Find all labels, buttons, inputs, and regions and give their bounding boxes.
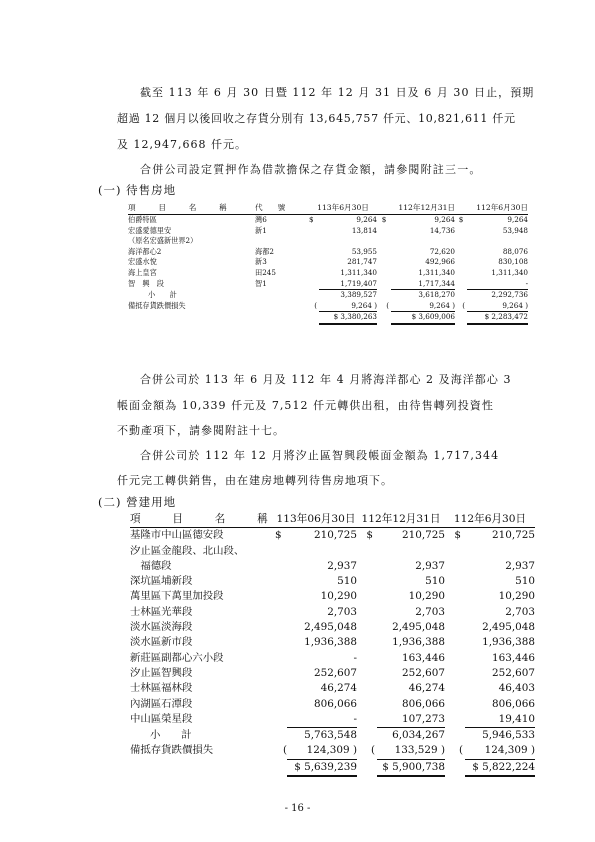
cell-value: 107,273 xyxy=(377,712,445,728)
table-row xyxy=(130,605,535,620)
table-row xyxy=(128,279,528,290)
section1-header-col1: 113年6月30日 xyxy=(309,203,377,215)
cell-value: 1,311,340 xyxy=(340,267,377,277)
cell-value: 88,076 xyxy=(502,246,528,256)
left-paren: ( xyxy=(282,744,287,757)
row-name: 海上皇宮 xyxy=(128,267,157,277)
subtotal-label: 小 計 xyxy=(148,289,177,299)
row-code: 田245 xyxy=(255,267,276,277)
table-row xyxy=(130,528,535,544)
mid-line-5: 仟元完工轉供銷售，由在建房地轉列待售房地項下。 xyxy=(117,474,393,487)
section2-header-col1: 113年06月30日 xyxy=(275,512,357,528)
allowance-value: 124,309 ) xyxy=(287,743,357,759)
allowance-row xyxy=(128,301,528,312)
dollar-sign: $ xyxy=(366,529,373,542)
mid-line-2: 帳面金額為 10,339 仟元及 7,512 仟元轉供出租，由待售轉列投資性 xyxy=(117,399,494,412)
subtotal-value: 2,292,736 xyxy=(491,290,528,300)
cell-value: 2,495,048 xyxy=(304,621,357,634)
section2-header-col2: 112年12月31日 xyxy=(357,512,445,528)
cell-value: 252,607 xyxy=(402,666,445,679)
cell-value: 13,814 xyxy=(351,225,377,235)
allowance-value: 9,264 ) xyxy=(319,301,377,312)
dollar-sign: $ xyxy=(454,529,461,542)
row-name: 汐止區金龍段、北山段、 xyxy=(130,544,245,557)
table-row xyxy=(128,257,528,268)
row-name: 萬里區下萬里加投段 xyxy=(130,590,224,603)
allowance-label: 備抵存貨跌價損失 xyxy=(130,744,214,757)
cell-value: 2,937 xyxy=(505,559,535,572)
cell-value: 2,937 xyxy=(327,559,357,572)
cell-value: 14,736 xyxy=(429,225,455,235)
cell-value: 806,066 xyxy=(492,697,535,710)
cell-value: 2,495,048 xyxy=(392,621,445,634)
allowance-value: 9,264 ) xyxy=(467,301,528,312)
subtotal-row xyxy=(130,728,535,744)
cell-value: 252,607 xyxy=(492,666,535,679)
intro-line-1: 截至 113 年 6 月 30 日暨 112 年 12 月 31 日及 6 月 30 日止，預期 xyxy=(140,86,535,99)
table-row xyxy=(128,236,528,247)
left-paren: ( xyxy=(458,744,463,757)
cell-value: 53,948 xyxy=(502,225,528,235)
cell-value: 252,607 xyxy=(314,666,357,679)
total-row xyxy=(130,759,535,776)
cell-value: 492,966 xyxy=(425,257,455,267)
cell-value: 1,719,407 xyxy=(319,279,377,290)
table-row xyxy=(128,247,528,258)
table-row xyxy=(130,635,535,650)
row-name: 內湖區石潭段 xyxy=(130,697,193,710)
cell-value: - xyxy=(467,279,528,290)
row-name: （原名宏盛新世界2） xyxy=(128,236,198,246)
section1-header-item: 項 目 名 稱 xyxy=(128,203,255,215)
section2-header-item: 項 目 名 稱 xyxy=(130,512,275,528)
row-code: 新1 xyxy=(255,225,267,235)
section1-table xyxy=(128,203,528,325)
cell-value: - xyxy=(287,712,357,728)
cell-value: 46,403 xyxy=(498,682,535,695)
left-paren: ( xyxy=(370,744,375,757)
row-name: 宏盛愛德里安 xyxy=(128,225,172,235)
left-paren: ( xyxy=(386,300,389,310)
row-name: 伯爵特區 xyxy=(128,215,157,224)
cell-value: 210,725 xyxy=(314,529,357,542)
table-row xyxy=(130,544,535,559)
row-name: 宏盛水悅 xyxy=(128,257,157,267)
row-name: 新莊區副都心六小段 xyxy=(130,651,224,664)
mid-line-3: 不動產項下，請參閱附註十七。 xyxy=(117,424,285,437)
total-value: $ 3,380,263 xyxy=(319,312,377,324)
row-name: 福德段 xyxy=(130,559,172,572)
subtotal-label: 小 計 xyxy=(150,728,192,741)
total-value: $ 5,822,224 xyxy=(465,759,535,776)
subtotal-value: 6,034,267 xyxy=(392,729,445,742)
row-name: 淡水區淡海段 xyxy=(130,621,193,634)
row-name: 智 興 段 xyxy=(128,278,164,288)
intro-line-2: 超過 12 個月以後回收之存貨分別有 13,645,757 仟元、10,821,611 仟元 xyxy=(117,112,516,125)
subtotal-value: 3,389,527 xyxy=(340,290,377,300)
cell-value: 163,446 xyxy=(492,651,535,664)
intro-line-3: 及 12,947,668 仟元。 xyxy=(117,138,247,151)
row-code: 新3 xyxy=(255,257,267,267)
row-name: 士林區福林段 xyxy=(130,682,193,695)
page-number: - 16 - xyxy=(284,803,311,814)
row-name: 汐止區智興段 xyxy=(130,666,193,679)
section1-header-col3: 112年6月30日 xyxy=(455,203,528,215)
cell-value: 1,311,340 xyxy=(418,267,455,277)
cell-value: 10,290 xyxy=(408,590,445,603)
table-row xyxy=(128,226,528,237)
intro-line-4: 合併公司設定質押作為借款擔保之存貨金額，請參閱附註三一。 xyxy=(140,163,482,176)
cell-value: - xyxy=(353,651,357,664)
allowance-value: 133,529 ) xyxy=(377,743,445,759)
cell-value: 281,747 xyxy=(347,257,377,267)
left-paren: ( xyxy=(462,300,465,310)
row-name: 中山區榮星段 xyxy=(130,712,193,725)
section1-header-code: 代 號 xyxy=(255,203,309,215)
cell-value: 2,495,048 xyxy=(482,621,535,634)
table-row xyxy=(128,215,528,226)
cell-value: 510 xyxy=(337,575,357,588)
cell-value: 10,290 xyxy=(498,590,535,603)
dollar-sign: $ xyxy=(309,215,314,224)
section2-header-col3: 112年6月30日 xyxy=(445,512,535,528)
total-value: $ 3,609,006 xyxy=(391,312,455,324)
section2-table xyxy=(130,512,535,777)
mid-line-1: 合併公司於 113 年 6 月及 112 年 4 月將海洋都心 2 及海洋都心 3 xyxy=(140,373,512,386)
subtotal-value: 5,946,533 xyxy=(482,729,535,742)
cell-value: 1,936,388 xyxy=(392,636,445,649)
cell-value: 10,290 xyxy=(320,590,357,603)
row-name: 海洋都心2 xyxy=(128,246,162,256)
allowance-row xyxy=(130,743,535,759)
row-code: 智1 xyxy=(255,278,267,288)
cell-value: 510 xyxy=(515,575,535,588)
dollar-sign: $ xyxy=(275,529,282,542)
cell-value: 210,725 xyxy=(492,529,535,542)
section2-header-row xyxy=(130,512,535,528)
subtotal-row xyxy=(128,290,528,301)
table-row xyxy=(130,681,535,696)
cell-value: 1,936,388 xyxy=(482,636,535,649)
cell-value: 2,703 xyxy=(505,605,535,618)
total-value: $ 5,900,738 xyxy=(377,759,445,776)
row-code: 海都2 xyxy=(255,246,274,256)
cell-value: 1,311,340 xyxy=(491,267,528,277)
table-row xyxy=(130,697,535,712)
table-row xyxy=(130,651,535,666)
cell-value: 806,066 xyxy=(402,697,445,710)
row-name: 基隆市中山區德安段 xyxy=(130,529,224,542)
row-code: 灣6 xyxy=(255,215,267,224)
total-value: $ 2,283,472 xyxy=(467,312,528,324)
section1-header-row xyxy=(128,203,528,215)
cell-value: 510 xyxy=(425,575,445,588)
cell-value: 2,703 xyxy=(415,605,445,618)
table-row xyxy=(130,559,535,574)
allowance-label: 備抵存貨跌價損失 xyxy=(128,300,186,310)
section1-title: (一) 待售房地 xyxy=(98,183,177,197)
cell-value: 72,620 xyxy=(429,246,455,256)
cell-value: 163,446 xyxy=(402,651,445,664)
cell-value: 1,717,344 xyxy=(391,279,455,290)
cell-value: 9,264 xyxy=(507,215,528,224)
subtotal-value: 5,763,548 xyxy=(304,729,357,742)
dollar-sign: $ xyxy=(381,215,387,224)
table-row xyxy=(130,620,535,635)
subtotal-value: 3,618,270 xyxy=(418,290,455,300)
total-row xyxy=(128,312,528,324)
total-value: $ 5,639,239 xyxy=(287,759,357,776)
section2-title: (二) 營建用地 xyxy=(98,495,177,509)
cell-value: 806,066 xyxy=(314,697,357,710)
table-row xyxy=(130,666,535,681)
cell-value: 53,955 xyxy=(351,246,377,256)
cell-value: 830,108 xyxy=(498,257,528,267)
cell-value: 9,264 xyxy=(434,215,455,224)
section1-header-col2: 112年12月31日 xyxy=(377,203,455,215)
table-row xyxy=(130,589,535,604)
cell-value: 9,264 xyxy=(356,215,377,224)
row-name: 淡水區新市段 xyxy=(130,636,193,649)
table-row xyxy=(128,268,528,279)
cell-value: 1,936,388 xyxy=(304,636,357,649)
row-name: 深坑區埔新段 xyxy=(130,575,193,588)
cell-value: 210,725 xyxy=(402,529,445,542)
dollar-sign: $ xyxy=(458,215,464,224)
cell-value: 2,703 xyxy=(327,605,357,618)
row-name: 士林區光華段 xyxy=(130,605,193,618)
allowance-value: 9,264 ) xyxy=(391,301,455,312)
table-row xyxy=(130,712,535,728)
cell-value: 19,410 xyxy=(465,712,535,728)
cell-value: 2,937 xyxy=(415,559,445,572)
left-paren: ( xyxy=(314,300,317,310)
mid-line-4: 合併公司於 112 年 12 月將汐止區智興段帳面金額為 1,717,344 xyxy=(140,449,500,462)
table-row xyxy=(130,574,535,589)
allowance-value: 124,309 ) xyxy=(465,743,535,759)
cell-value: 46,274 xyxy=(408,682,445,695)
cell-value: 46,274 xyxy=(320,682,357,695)
